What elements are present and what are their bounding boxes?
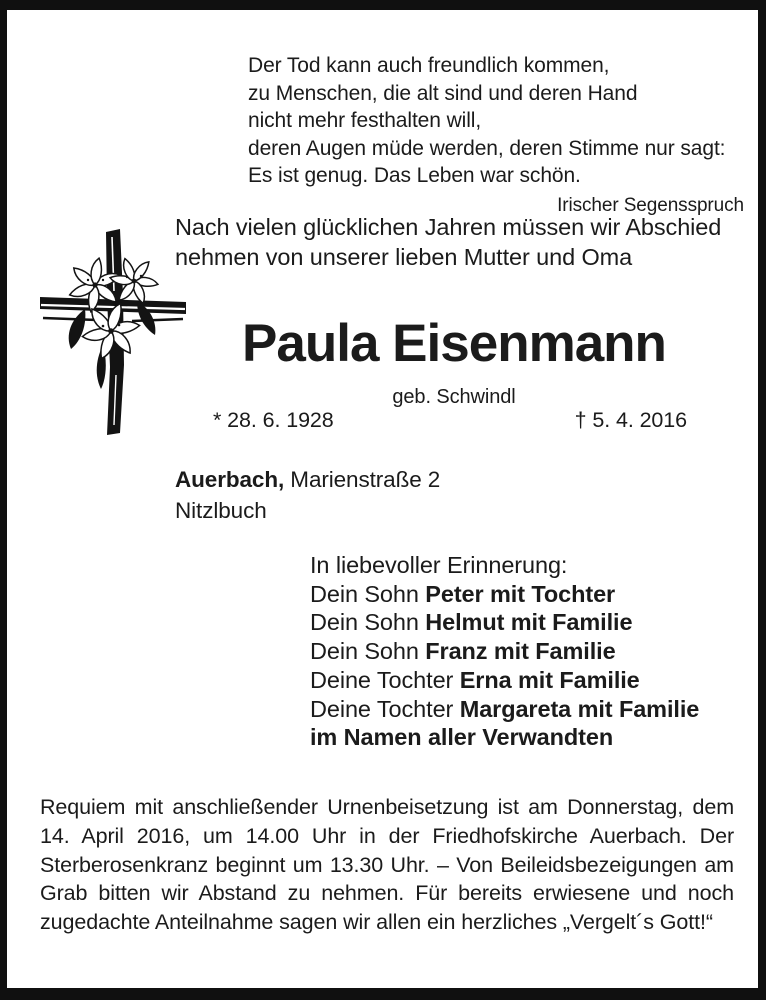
cross-with-lilies-icon <box>37 225 189 439</box>
opening-poem <box>248 52 744 217</box>
birth-date: * 28. 6. 1928 <box>213 408 334 432</box>
town-name: Auerbach, <box>175 467 285 492</box>
funeral-details: Requiem mit anschließender Urnenbeisetzung ist am Donnerstag, dem 14. April 2016, um 14.00 Uhr in der Friedhofskirche Auerbach. Der Sterberosenkranz beginnt um 13.30 Uhr. – Von Beileidsbezeigungen am Grab bitten wir Abstand zu nehmen. Für bereits erwiesene und noch zugedachte Anteilnahme sagen wir allen ein herzliches „Vergelt´s Gott!“ <box>40 795 734 935</box>
obituary-notice <box>7 10 758 988</box>
mourners-closing: im Namen aller Verwandten <box>310 724 614 751</box>
mourner-row: Deine Tochter Erna mit Familie <box>310 666 640 693</box>
deceased-name: Paula Eisenmann <box>242 314 666 373</box>
mourners-heading: In liebevoller Erinnerung: <box>310 552 568 578</box>
mourners-list <box>310 551 699 752</box>
poem-line: Der Tod kann auch freundlich kommen, <box>248 54 610 77</box>
mourner-row: Dein Sohn Franz mit Familie <box>310 638 616 665</box>
poem-line: deren Augen müde werden, deren Stimme nur sagt: <box>248 136 726 160</box>
poem-attribution: Irischer Segensspruch <box>557 194 744 216</box>
mourner-row: Deine Tochter Margareta mit Familie <box>310 695 700 722</box>
poem-line: Es ist genug. Das Leben war schön. <box>248 164 581 187</box>
maiden-name: geb. Schwindl <box>392 386 516 408</box>
mourner-row: Dein Sohn Peter mit Tochter <box>310 580 616 607</box>
address-block <box>175 465 440 526</box>
poem-line: zu Menschen, die alt sind und deren Hand <box>248 81 638 105</box>
street-name: Marienstraße 2 <box>290 467 441 492</box>
poem-line: nicht mehr festhalten will, <box>248 109 482 132</box>
life-dates <box>175 408 733 433</box>
mourner-row: Dein Sohn Helmut mit Familie <box>310 609 633 636</box>
address-line <box>175 465 440 496</box>
district-name: Nitzlbuch <box>175 497 267 523</box>
intro-text: Nach vielen glücklichen Jahren müssen wir Abschied nehmen von unserer lieben Mutter und Oma <box>175 214 722 270</box>
death-date: † 5. 4. 2016 <box>574 408 687 432</box>
